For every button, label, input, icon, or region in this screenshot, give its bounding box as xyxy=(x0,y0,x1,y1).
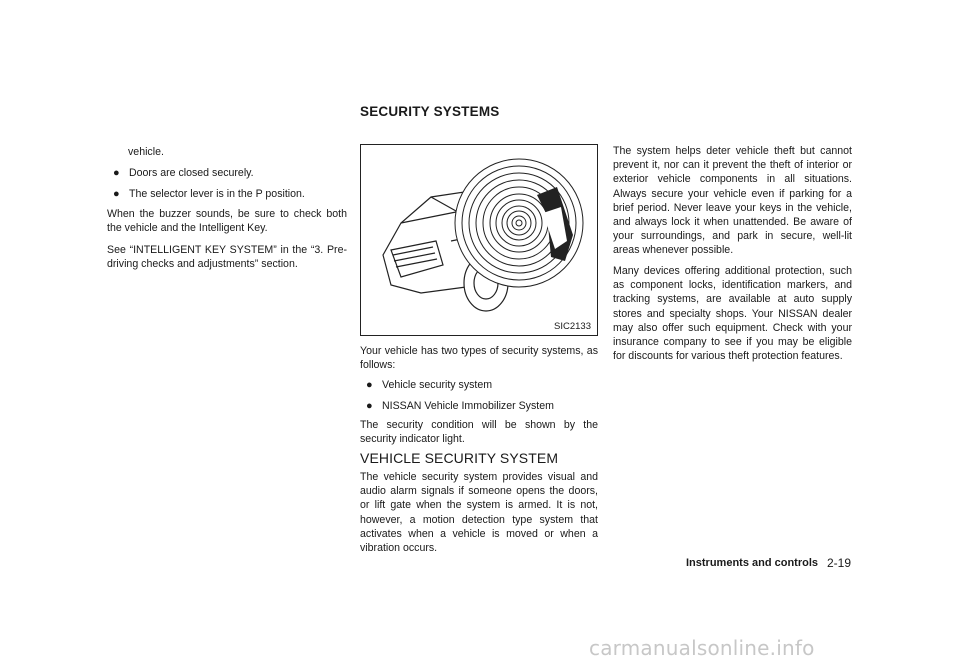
section-title: SECURITY SYSTEMS xyxy=(360,104,500,119)
devices-paragraph: Many devices offering additional protection, such as component locks, identification markers, and tracking systems, are available at auto supply stores and specialty shops. Your NISSAN dealer may also offer such equipment. Check with your insurance company to see if you may be eligible for discounts for various theft protection features. xyxy=(613,265,852,363)
bullet-icon: ● xyxy=(366,379,373,391)
intro-paragraph: Your vehicle has two types of security systems, as follows: xyxy=(360,345,598,372)
bullet-icon: ● xyxy=(366,400,373,412)
footer-section-label: Instruments and controls xyxy=(686,557,819,569)
bullet-icon: ● xyxy=(113,188,120,200)
vss-heading: VEHICLE SECURITY SYSTEM xyxy=(360,450,559,466)
watermark-text: carmanualsonline.info xyxy=(589,636,815,660)
list-item-text: Vehicle security system xyxy=(382,379,493,391)
deter-paragraph: The system helps deter vehicle theft but cannot prevent it, nor can it prevent the theft of interior or exterior vehicle components in all situations. Always secure your vehicle even if parking for a brief period. Never leave your keys in the vehicle, and always lock it when unattended. Be aware of your surroundings, and park in secure, well-lit areas whenever possible. xyxy=(613,145,852,257)
buzzer-paragraph: When the buzzer sounds, be sure to check both the vehicle and the Intelligent Key. xyxy=(107,208,347,235)
security-figure xyxy=(360,144,598,336)
continuation-text: vehicle. xyxy=(128,146,164,158)
bullet-icon: ● xyxy=(113,167,120,179)
see-reference-paragraph: See “INTELLIGENT KEY SYSTEM” in the “3. Pre-driving checks and adjustments” section. xyxy=(107,244,347,271)
page-number: 2-19 xyxy=(827,556,852,570)
list-item-text: Doors are closed securely. xyxy=(129,167,254,179)
vss-paragraph: The vehicle security system provides visual and audio alarm signals if someone opens the doors, or lift gate when the system is armed. It is not, however, a motion detection type system that activates when a vehicle is moved or when a vibration occurs. xyxy=(360,471,598,555)
list-item-text: The selector lever is in the P position. xyxy=(129,188,305,200)
figure-code: SIC2133 xyxy=(554,321,591,332)
condition-paragraph: The security condition will be shown by the security indicator light. xyxy=(360,419,598,446)
vehicle-security-illustration xyxy=(361,145,597,335)
list-item-text: NISSAN Vehicle Immobilizer System xyxy=(382,400,554,412)
